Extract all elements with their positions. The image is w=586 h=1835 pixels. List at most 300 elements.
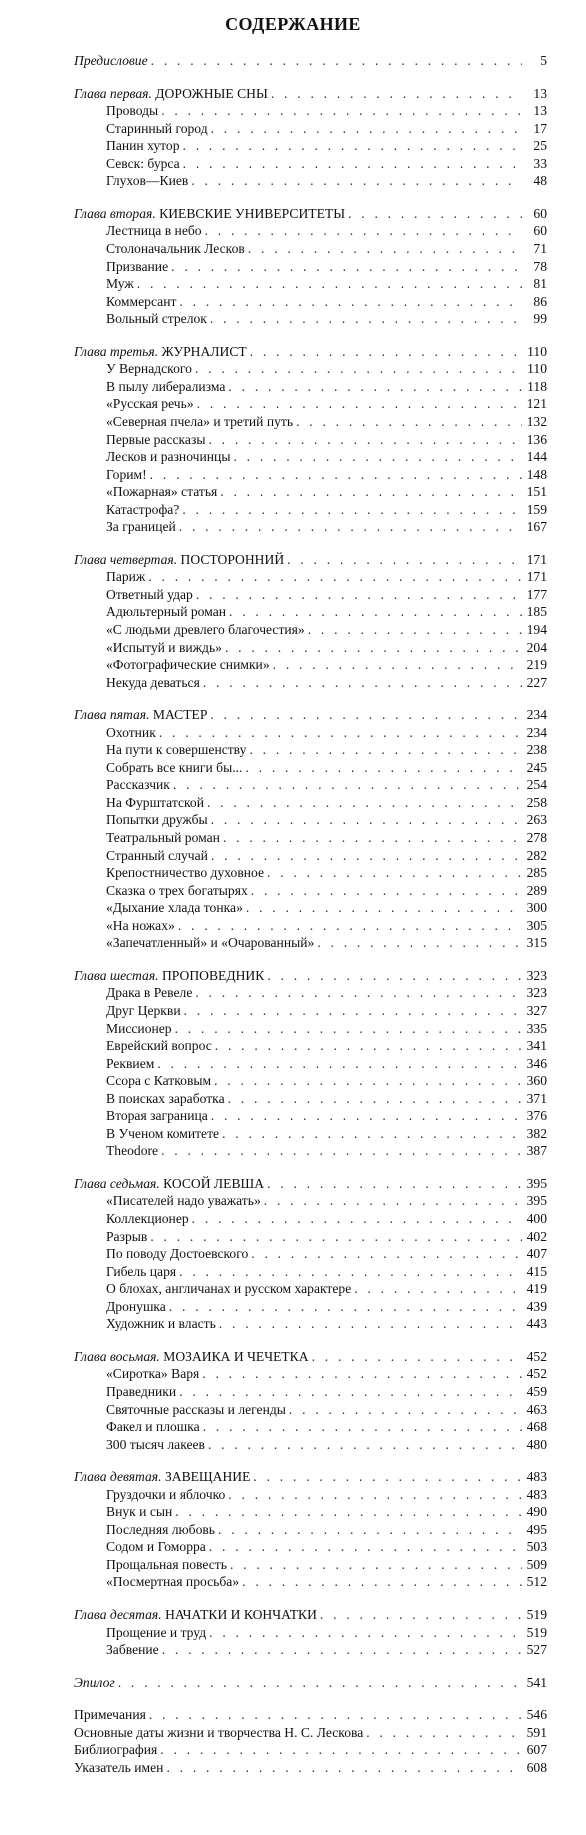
toc-entry-label (106, 759, 242, 777)
toc-subentry[interactable] (106, 882, 547, 900)
toc-entry-label (106, 360, 192, 378)
entry-title: Горим! (106, 466, 147, 482)
toc-entry[interactable] (74, 1674, 547, 1692)
leader-dots (366, 1724, 522, 1742)
page-number: 60 (533, 223, 547, 239)
leader-dots (251, 1245, 522, 1263)
chapter-title: ЗАВЕЩАНИЕ (164, 1469, 251, 1485)
chapter-number: Глава пятая. (74, 707, 150, 723)
toc-subentry[interactable] (106, 155, 547, 173)
page-number: 278 (526, 830, 547, 845)
page-number: 285 (526, 865, 547, 881)
entry-title: Адюльтерный роман (106, 604, 227, 620)
toc-subentry[interactable] (106, 293, 547, 311)
toc-entry-label (74, 551, 284, 569)
leader-dots (196, 586, 522, 604)
toc-entry-label (106, 1142, 158, 1160)
entry-title: Попытки дружбы (106, 812, 208, 828)
toc-entry-label (106, 1503, 172, 1521)
toc-entry-label (106, 724, 156, 742)
leader-dots (222, 1125, 522, 1143)
toc-entry-label (106, 1228, 147, 1246)
toc-entry-label (106, 293, 176, 311)
toc-entry-label (106, 656, 270, 674)
leader-dots (211, 1107, 522, 1125)
entry-title: Лестница в небо (106, 223, 202, 239)
toc-subentry[interactable] (106, 413, 547, 431)
leader-dots (151, 52, 522, 70)
entry-title: Факел и плошка (106, 1419, 200, 1434)
toc-entry-label (74, 967, 264, 985)
leader-dots (203, 674, 522, 692)
entry-title: Глухов—Киев (106, 173, 189, 189)
page-number: 17 (533, 120, 547, 136)
toc-chapter-heading[interactable] (74, 706, 547, 724)
toc-entry-label (106, 1192, 261, 1210)
toc-subentry[interactable] (106, 360, 547, 378)
toc-subentry[interactable] (106, 1573, 547, 1591)
toc-chapter-heading[interactable] (74, 205, 547, 223)
toc-entry-label (106, 258, 168, 276)
toc-subentry[interactable] (106, 759, 547, 777)
toc-entry-label (74, 1706, 146, 1724)
toc-entry-label (106, 639, 222, 657)
leader-dots (219, 1315, 522, 1333)
page-number: 591 (526, 1724, 547, 1740)
page-number: 483 (526, 1469, 547, 1485)
toc-entry-label (74, 1674, 115, 1692)
toc-subentry[interactable] (106, 431, 547, 449)
toc-subentry[interactable] (106, 172, 547, 190)
entry-title: «Русская речь» (106, 396, 194, 412)
toc-entry-label (106, 1624, 206, 1642)
chapter-title: КОСОЙ ЛЕВША (163, 1175, 265, 1191)
toc-subentry[interactable] (106, 1365, 547, 1383)
toc-subentry[interactable] (106, 483, 547, 501)
toc-subentry[interactable] (106, 137, 547, 155)
toc-subentry[interactable] (106, 724, 547, 742)
toc-entry-label (106, 917, 175, 935)
leader-dots (251, 882, 522, 900)
leader-dots (179, 1383, 522, 1401)
leader-dots (183, 137, 522, 155)
page-number: 480 (526, 1436, 547, 1452)
entry-title: Последняя любовь (106, 1521, 215, 1537)
leader-dots (218, 1521, 522, 1539)
toc-subentry[interactable] (106, 1142, 547, 1160)
entry-title: Еврейский вопрос (106, 1038, 212, 1053)
toc-subentry[interactable] (106, 621, 547, 639)
leader-dots (191, 172, 522, 190)
toc-subentry[interactable] (106, 1107, 547, 1125)
toc-chapter-heading[interactable] (74, 551, 547, 569)
leader-dots (184, 1002, 522, 1020)
toc-entry[interactable] (74, 1741, 547, 1759)
leader-dots (317, 934, 522, 952)
page-number: 171 (526, 551, 547, 567)
entry-title: Сказка о трех богатырях (106, 882, 248, 898)
leader-dots (203, 1418, 522, 1436)
toc-subentry[interactable] (106, 656, 547, 674)
page-number: 463 (526, 1401, 547, 1417)
page-number: 483 (526, 1486, 547, 1502)
page-number: 110 (527, 361, 547, 377)
toc-subentry[interactable] (106, 639, 547, 657)
toc-subentry[interactable] (106, 1436, 547, 1454)
toc-entry-label (106, 586, 193, 604)
toc-subentry[interactable] (106, 794, 547, 812)
leader-dots (211, 811, 522, 829)
toc-subentry[interactable] (106, 1280, 547, 1298)
toc-entry-label (106, 847, 208, 865)
toc-subentry[interactable] (106, 917, 547, 935)
page-title: СОДЕРЖАНИЕ (225, 14, 361, 34)
toc-entry-label (106, 984, 192, 1002)
leader-dots (245, 759, 522, 777)
toc-subentry[interactable] (106, 501, 547, 519)
toc-subentry[interactable] (106, 586, 547, 604)
toc-subentry[interactable] (106, 310, 547, 328)
leader-dots (289, 1401, 522, 1419)
toc-subentry[interactable] (106, 1245, 547, 1263)
toc-subentry[interactable] (106, 1641, 547, 1659)
toc-chapter-heading[interactable] (74, 1348, 547, 1366)
toc-subentry[interactable] (106, 258, 547, 276)
page-number: 159 (526, 501, 547, 517)
toc-subentry[interactable] (106, 1055, 547, 1073)
toc-chapter-heading[interactable] (74, 1175, 547, 1193)
toc-entry-label (106, 395, 194, 413)
toc-subentry[interactable] (106, 222, 547, 240)
leader-dots (210, 706, 522, 724)
toc-entry-label (106, 1383, 176, 1401)
leader-dots (192, 1210, 522, 1228)
toc-subentry[interactable] (106, 120, 547, 138)
chapter-number: Глава десятая. (74, 1607, 162, 1622)
page-number: 289 (526, 882, 547, 898)
chapter-number: Глава первая. (74, 85, 152, 101)
entry-title: Крепостничество духовное (106, 865, 265, 881)
toc-subentry[interactable] (106, 1125, 547, 1143)
toc-subentry[interactable] (106, 1072, 547, 1090)
page-number: 132 (526, 413, 547, 429)
toc-subentry[interactable] (106, 1298, 547, 1316)
leader-dots (230, 1556, 522, 1574)
toc-subentry[interactable] (106, 934, 547, 952)
toc-subentry[interactable] (106, 1624, 547, 1642)
toc-subentry[interactable] (106, 674, 547, 692)
toc-chapter-heading[interactable] (74, 1468, 547, 1486)
leader-dots (208, 431, 522, 449)
entry-title: На Фурштатской (106, 794, 204, 810)
page-number: 167 (526, 519, 547, 535)
entry-title: «Сиротка» Варя (106, 1366, 200, 1382)
leader-dots (175, 1503, 522, 1521)
toc-subentry[interactable] (106, 864, 547, 882)
entry-title: Содом и Гоморра (106, 1539, 206, 1555)
entry-title: Рассказчик (106, 777, 170, 793)
toc-chapter-heading[interactable] (74, 967, 547, 985)
page-number: 509 (526, 1556, 547, 1572)
entry-title: «На ножах» (106, 917, 175, 933)
toc-subentry[interactable] (106, 1020, 547, 1038)
toc-entry-label (106, 1125, 219, 1143)
leader-dots (211, 847, 522, 865)
chapter-title: НАЧАТКИ И КОНЧАТКИ (165, 1607, 317, 1622)
chapter-title: ЖУРНАЛИСТ (161, 343, 247, 359)
toc-subentry[interactable] (106, 466, 547, 484)
toc-entry[interactable] (74, 1706, 547, 1724)
toc-subentry[interactable] (106, 102, 547, 120)
leader-dots (287, 551, 522, 569)
toc-entry-label (106, 1245, 248, 1263)
leader-dots (267, 864, 522, 882)
toc-entry-label (106, 378, 225, 396)
page-number: 452 (526, 1348, 547, 1364)
toc-subentry[interactable] (106, 275, 547, 293)
toc-chapter-heading[interactable] (74, 85, 547, 103)
toc-subentry[interactable] (106, 811, 547, 829)
toc-entry-label (106, 240, 245, 258)
leader-dots (179, 293, 522, 311)
entry-title: Собрать все книги бы... (106, 759, 243, 775)
page-number: 323 (526, 985, 547, 1001)
page-number: 78 (533, 258, 547, 274)
leader-dots (161, 1142, 522, 1160)
page-number: 148 (526, 466, 547, 482)
entry-title: Реквием (106, 1055, 155, 1071)
toc-entry-label (74, 205, 345, 223)
leader-dots (202, 1365, 522, 1383)
toc-entry-label (106, 1401, 286, 1419)
leader-dots (178, 917, 522, 935)
toc-subentry[interactable] (106, 568, 547, 586)
entry-title: Прощение и труд (106, 1624, 207, 1640)
toc-subentry[interactable] (106, 1521, 547, 1539)
entry-title: Указатель имен (74, 1759, 164, 1775)
page-number: 177 (526, 586, 547, 602)
page-number: 452 (526, 1366, 547, 1382)
entry-title: Призвание (106, 258, 169, 274)
toc-subentry[interactable] (106, 603, 547, 621)
toc-subentry[interactable] (106, 1538, 547, 1556)
toc-subentry[interactable] (106, 1002, 547, 1020)
entry-title: Театральный роман (106, 830, 220, 845)
toc-entry-label (106, 172, 188, 190)
entry-title: Ссора с Катковым (106, 1073, 212, 1089)
page-number: 468 (526, 1419, 547, 1434)
page-number: 245 (526, 759, 547, 775)
page-number: 503 (526, 1539, 547, 1555)
entry-title: Миссионер (106, 1020, 172, 1036)
page-number: 327 (526, 1002, 547, 1018)
toc-subentry[interactable] (106, 1192, 547, 1210)
entry-title: Праведники (106, 1383, 177, 1399)
page-number: 171 (526, 569, 547, 585)
entry-title: «Писателей надо уважать» (106, 1193, 261, 1209)
entry-title: Эпилог (74, 1674, 115, 1690)
entry-title: Севск: бурса (106, 155, 180, 171)
page-number: 376 (526, 1108, 547, 1124)
toc-entry-label (106, 1315, 216, 1333)
entry-title: Старинный город (106, 120, 208, 136)
toc-entry-label (106, 1556, 227, 1574)
entry-title: В поисках заработка (106, 1090, 225, 1106)
toc-entry-label (106, 674, 200, 692)
entry-title: «Фотографические снимки» (106, 657, 270, 672)
entry-title: Примечания (74, 1707, 146, 1723)
leader-dots (348, 205, 522, 223)
page-number: 346 (526, 1055, 547, 1071)
entry-title: У Вернадского (106, 361, 192, 377)
page-number: 121 (526, 396, 547, 412)
leader-dots (273, 656, 522, 674)
page-number: 60 (533, 205, 547, 221)
page-number: 99 (533, 311, 547, 327)
entry-title: «Пожарная» статья (106, 484, 218, 500)
entry-title: Основные даты жизни и творчества Н. С. Лескова (74, 1724, 364, 1740)
toc-entry[interactable] (74, 1724, 547, 1742)
leader-dots (137, 275, 522, 293)
entry-title: Париж (106, 569, 146, 585)
page-number: 13 (533, 103, 547, 119)
entry-title: По поводу Достоевского (106, 1246, 249, 1262)
page-number: 541 (526, 1674, 547, 1690)
toc-subentry[interactable] (106, 1315, 547, 1333)
toc-entry-label (106, 1436, 205, 1454)
toc-subentry[interactable] (106, 1263, 547, 1281)
page-number: 439 (526, 1298, 547, 1314)
toc-subentry[interactable] (106, 984, 547, 1002)
toc-subentry[interactable] (106, 829, 547, 847)
entry-title: Груздочки и яблочко (106, 1486, 226, 1502)
page-number: 144 (526, 449, 547, 464)
toc-entry-label (106, 448, 230, 466)
toc-entry-label (74, 85, 268, 103)
page-number: 71 (533, 241, 547, 256)
toc-chapter-heading[interactable] (74, 343, 547, 361)
leader-dots (320, 1606, 522, 1624)
page-number: 395 (526, 1175, 547, 1191)
toc-subentry[interactable] (106, 1228, 547, 1246)
toc-subentry[interactable] (106, 776, 547, 794)
leader-dots (271, 85, 522, 103)
leader-dots (149, 1706, 522, 1724)
toc-entry-label (106, 794, 204, 812)
toc-entry-label (106, 741, 246, 759)
toc-subentry[interactable] (106, 240, 547, 258)
entry-title: Драка в Ревеле (106, 985, 193, 1001)
entry-title: За границей (106, 519, 176, 535)
toc-entry-label (106, 275, 134, 293)
leader-dots (179, 518, 522, 536)
toc-entry-label (74, 706, 207, 724)
leader-dots (208, 1436, 522, 1454)
entry-title: Лесков и разночинцы (106, 449, 231, 464)
toc-entry-label (106, 829, 220, 847)
entry-title: Дронушка (106, 1298, 166, 1314)
toc-entry-label (74, 1606, 317, 1624)
page-number: 443 (526, 1316, 547, 1332)
page-number: 254 (526, 777, 547, 793)
chapter-number: Глава восьмая. (74, 1348, 160, 1364)
page-number: 608 (526, 1759, 547, 1775)
toc-subentry[interactable] (106, 1090, 547, 1108)
toc-entry-label (106, 1072, 211, 1090)
toc-entry-label (106, 413, 293, 431)
page-number: 402 (526, 1228, 547, 1244)
leader-dots (150, 466, 522, 484)
toc-subentry[interactable] (106, 1418, 547, 1436)
toc-subentry[interactable] (106, 518, 547, 536)
toc-subentry[interactable] (106, 1556, 547, 1574)
page-number: 110 (527, 343, 547, 359)
toc-entry[interactable] (74, 1759, 547, 1777)
toc-entry-label (106, 431, 205, 449)
toc-entry-label (106, 1107, 208, 1125)
toc-entry-label (106, 1418, 200, 1436)
toc-entry-label (74, 1724, 363, 1742)
entry-title: Некуда деваться (106, 674, 200, 690)
toc-entry-label (106, 1298, 166, 1316)
toc-subentry[interactable] (106, 395, 547, 413)
entry-title: «Испытуй и виждь» (106, 639, 222, 655)
entry-title: В пылу либерализма (106, 378, 226, 394)
page-number: 382 (526, 1125, 547, 1141)
leader-dots (228, 1090, 522, 1108)
toc-subentry[interactable] (106, 899, 547, 917)
chapter-title: ПРОПОВЕДНИК (161, 967, 265, 983)
page-number: 371 (526, 1090, 547, 1106)
toc-subentry[interactable] (106, 448, 547, 466)
entry-title: Библиография (74, 1742, 158, 1758)
page-number: 415 (526, 1263, 547, 1279)
toc-entry-label (106, 1280, 351, 1298)
toc-entry-label (106, 621, 305, 639)
leader-dots (179, 1263, 522, 1281)
entry-title: Святочные рассказы и легенды (106, 1401, 286, 1417)
toc-entry-label (106, 1641, 159, 1659)
page-number: 5 (540, 53, 547, 68)
page-number: 395 (526, 1193, 547, 1209)
toc-subentry[interactable] (106, 1486, 547, 1504)
toc-entry-label (106, 102, 158, 120)
page-number: 13 (533, 85, 547, 101)
leader-dots (210, 310, 522, 328)
toc-subentry[interactable] (106, 1401, 547, 1419)
toc-entry-label (74, 1759, 163, 1777)
toc-entry[interactable] (74, 52, 547, 70)
toc-subentry[interactable] (106, 1210, 547, 1228)
entry-title: Предисловие (74, 53, 148, 68)
page-number: 419 (526, 1281, 547, 1297)
toc-chapter-heading[interactable] (74, 1606, 547, 1624)
leader-dots (354, 1280, 522, 1298)
toc-subentry[interactable] (106, 847, 547, 865)
toc-entry-label (106, 811, 208, 829)
leader-dots (161, 102, 522, 120)
toc-entry-label (106, 934, 314, 952)
toc-subentry[interactable] (106, 1503, 547, 1521)
leader-dots (159, 724, 522, 742)
page-number: 512 (526, 1574, 547, 1590)
toc-subentry[interactable] (106, 1383, 547, 1401)
toc-subentry[interactable] (106, 741, 547, 759)
toc-subentry[interactable] (106, 378, 547, 396)
toc-subentry[interactable] (106, 1037, 547, 1055)
leader-dots (173, 776, 522, 794)
toc-entry-label (106, 1020, 172, 1038)
